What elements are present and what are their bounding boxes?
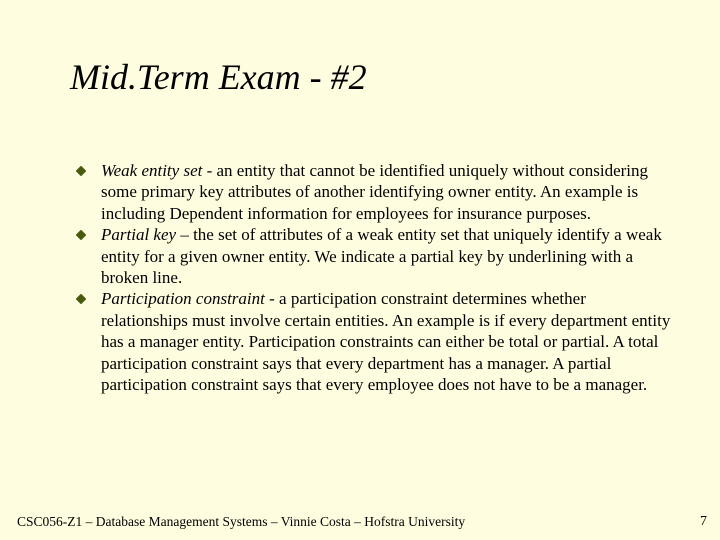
bullet-text: - an entity that cannot be identified uniquely without considering some primary key attributes of another identifying owner entity. An example is including Dependent information for employees for insurance purposes. — [101, 161, 649, 223]
bullet-item-partial-key — [76, 224, 676, 288]
bullet-list — [76, 160, 676, 395]
slide-title: Mid.Term Exam - #2 — [70, 57, 367, 97]
bullet-text: – the set of attributes of a weak entity set that uniquely identify a weak entity for a given owner entity. We indicate a partial key by underlining with a broken line. — [101, 225, 662, 288]
bullet-term: Weak entity set — [101, 161, 203, 180]
bullet-text: - a participation constraint determines whether relationships must involve certain entities. An example is if every department entity has a manager entity. Participation constraints can either be total or partial. A total participation constraint says that every department has a manager. A partial participation constraint says that every employee does not have to be a manager. — [101, 289, 671, 395]
diamond-bullet-icon — [76, 294, 86, 304]
bullet-item-participation-constraint — [76, 288, 676, 395]
diamond-bullet-icon — [76, 230, 86, 240]
page-number: 7 — [700, 514, 707, 529]
bullet-term: Participation constraint — [101, 289, 265, 309]
footer-text: CSC056-Z1 – Database Management Systems – Vinnie Costa – Hofstra University — [17, 514, 466, 529]
bullet-term: Partial key — [101, 225, 177, 245]
bullet-item-weak-entity-set — [76, 160, 676, 224]
diamond-bullet-icon — [76, 166, 86, 176]
